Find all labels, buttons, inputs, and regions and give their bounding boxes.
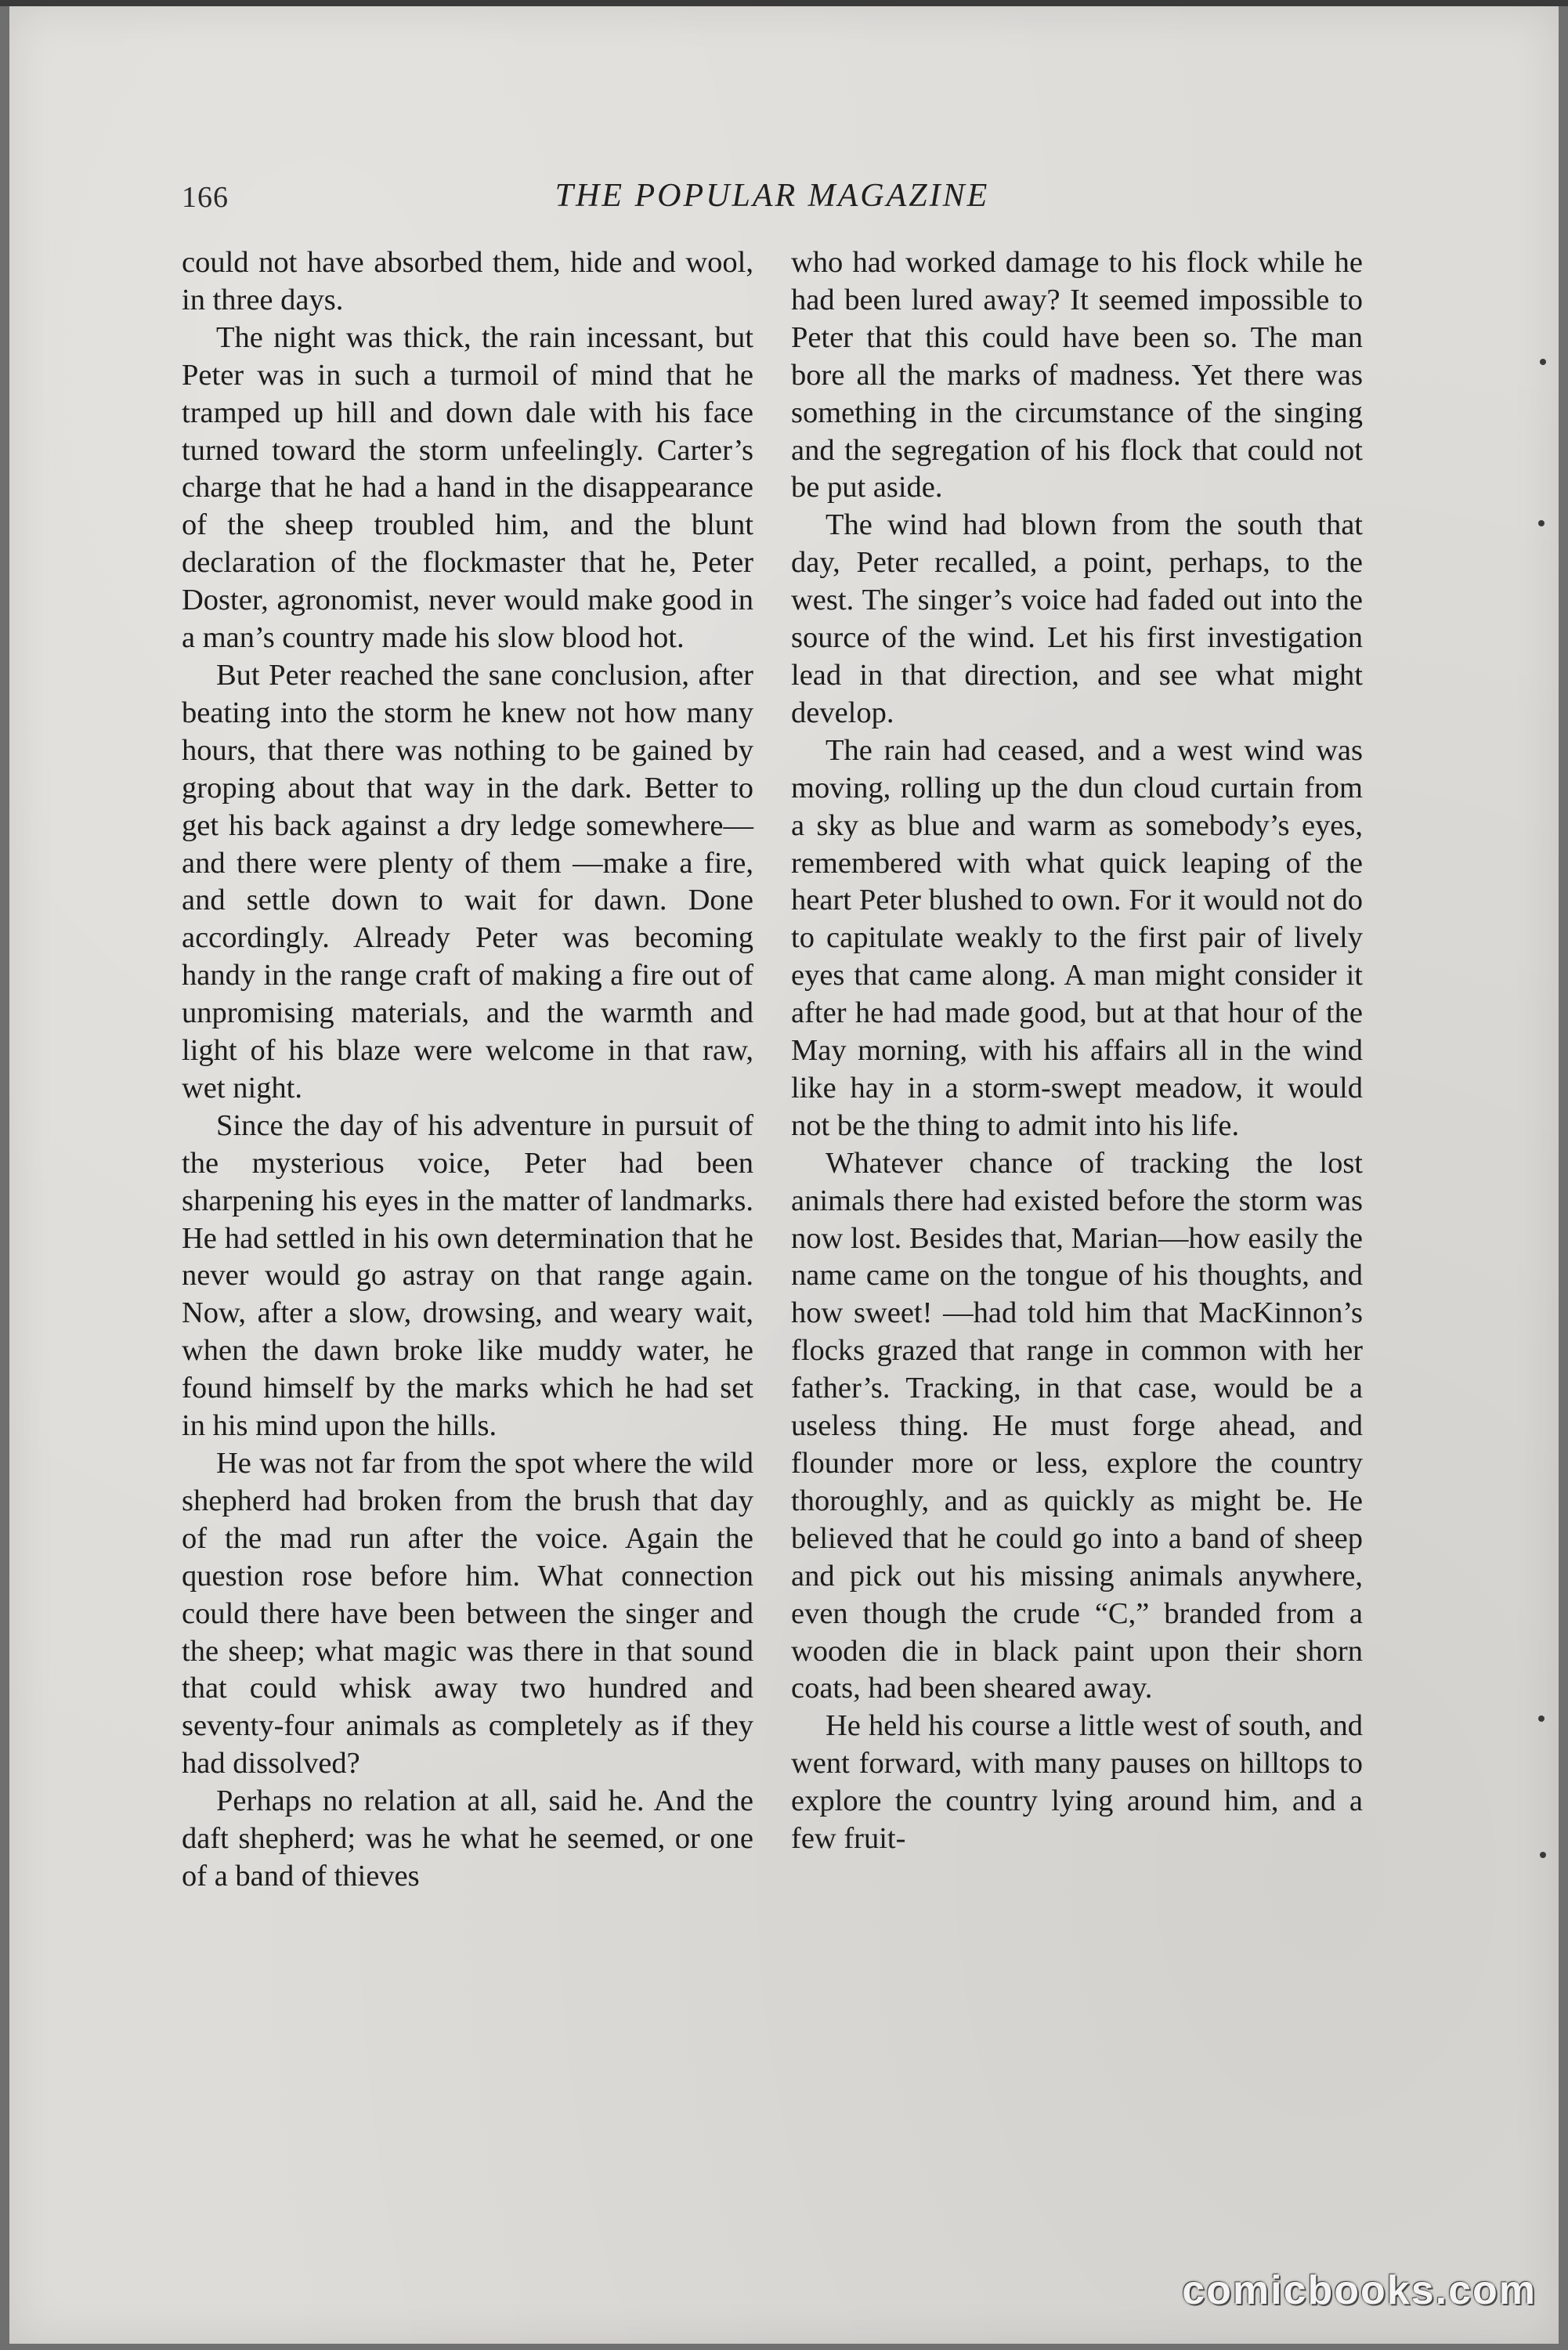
paragraph: Since the day of his adventure in pursuit of the mysterious voice, Peter had been sharpening his eyes in the matter of landmarks. He had settled in his own determination that he never would go astray on that range again. Now, after a slow, drowsing, and weary wait, when the dawn broke like muddy water, he found himself by the marks which he had set in his mind upon the hills.: [182, 1108, 753, 1443]
paragraph: He was not far from the spot where the wild shepherd had broken from the brush that day of the mad run after the voice. Again the question rose before him. What connection could there have been between the singer and the sheep; what magic was there in that sound that could whisk away two hundred and seventy-four animals as completely as if they had dissolved?: [182, 1447, 753, 1781]
paper-speck: [1538, 520, 1545, 526]
paper-speck: [1540, 359, 1546, 365]
paragraph: But Peter reached the sane conclusion, after beating into the storm he knew not how many hours, that there was nothing to be gained by groping about that way in the dark. Better to get his back against a dry ledge somewhere—and there were plenty of them —make a fire, and settle down to wait for dawn. Done accordingly. Already Peter was becoming handy in the range craft of making a fire out of unpromising materials, and the warmth and light of his blaze were welcome in that raw, wet night.: [182, 658, 753, 1104]
left-column: [182, 244, 753, 1896]
paragraph: who had worked damage to his flock while he had been lured away? It seemed impossible to Peter that this could have been so. The man bore all the marks of madness. Yet there was something in the circumstance of the singing and the segregation of his flock that could not be put aside.: [791, 246, 1363, 504]
watermark-logo: comicbooks.com: [1182, 2268, 1537, 2313]
page-number: 166: [182, 181, 229, 214]
paragraph: The night was thick, the rain incessant, but Peter was in such a turmoil of mind that he tramped up hill and down dale with his face turned toward the storm unfeelingly. Carter’s charge that he had a hand in the disappearance of the sheep troubled him, and the blunt declaration of the flockmaster that he, Peter Doster, agronomist, never would make good in a man’s country made his slow blood hot.: [182, 320, 753, 655]
right-column: [791, 244, 1363, 1858]
paragraph: could not have absorbed them, hide and wool, in three days.: [182, 246, 753, 316]
paragraph: The rain had ceased, and a west wind was moving, rolling up the dun cloud curtain from a sky as blue and warm as somebody’s eyes, remembered with what quick leaping of the heart Peter blushed to own. For it would not do to capitulate weakly to the first pair of lively eyes that came along. A man might consider it after he had made good, but at that hour of the May morning, with his affairs all in the wind like hay in a storm-swept meadow, it would not be the thing to admit into his life.: [791, 733, 1363, 1142]
paragraph: Perhaps no relation at all, said he. And the daft shepherd; was he what he seemed, or one of a band of thieves: [182, 1784, 753, 1893]
paragraph: The wind had blown from the south that day, Peter recalled, a point, perhaps, to the west. The singer’s voice had faded out into the source of the wind. Let his first investigation lead in that direction, and see what might develop.: [791, 508, 1363, 729]
paper-speck: [1540, 1852, 1546, 1858]
scan-top-edge: [0, 0, 1568, 6]
paper-speck: [1538, 1716, 1545, 1722]
paragraph: Whatever chance of tracking the lost animals there had existed before the storm was now lost. Besides that, Marian—how easily the name came on the tongue of his thoughts, and how sweet! —had told him that MacKinnon’s flocks grazed that range in common with her father’s. Tracking, in that case, would be a useless thing. He must forge ahead, and flounder more or less, explore the country thoroughly, and as quickly as might be. He believed that he could go into a band of sheep and pick out his missing animals anywhere, even though the crude “C,” branded from a wooden die in black paint upon their shorn coats, had been sheared away.: [791, 1146, 1363, 1705]
running-head: THE POPULAR MAGAZINE: [555, 178, 990, 214]
page-header: [182, 174, 1363, 221]
paragraph: He held his course a little west of south, and went forward, with many pauses on hilltops to explore the country lying around him, and a few fruit-: [791, 1709, 1363, 1856]
